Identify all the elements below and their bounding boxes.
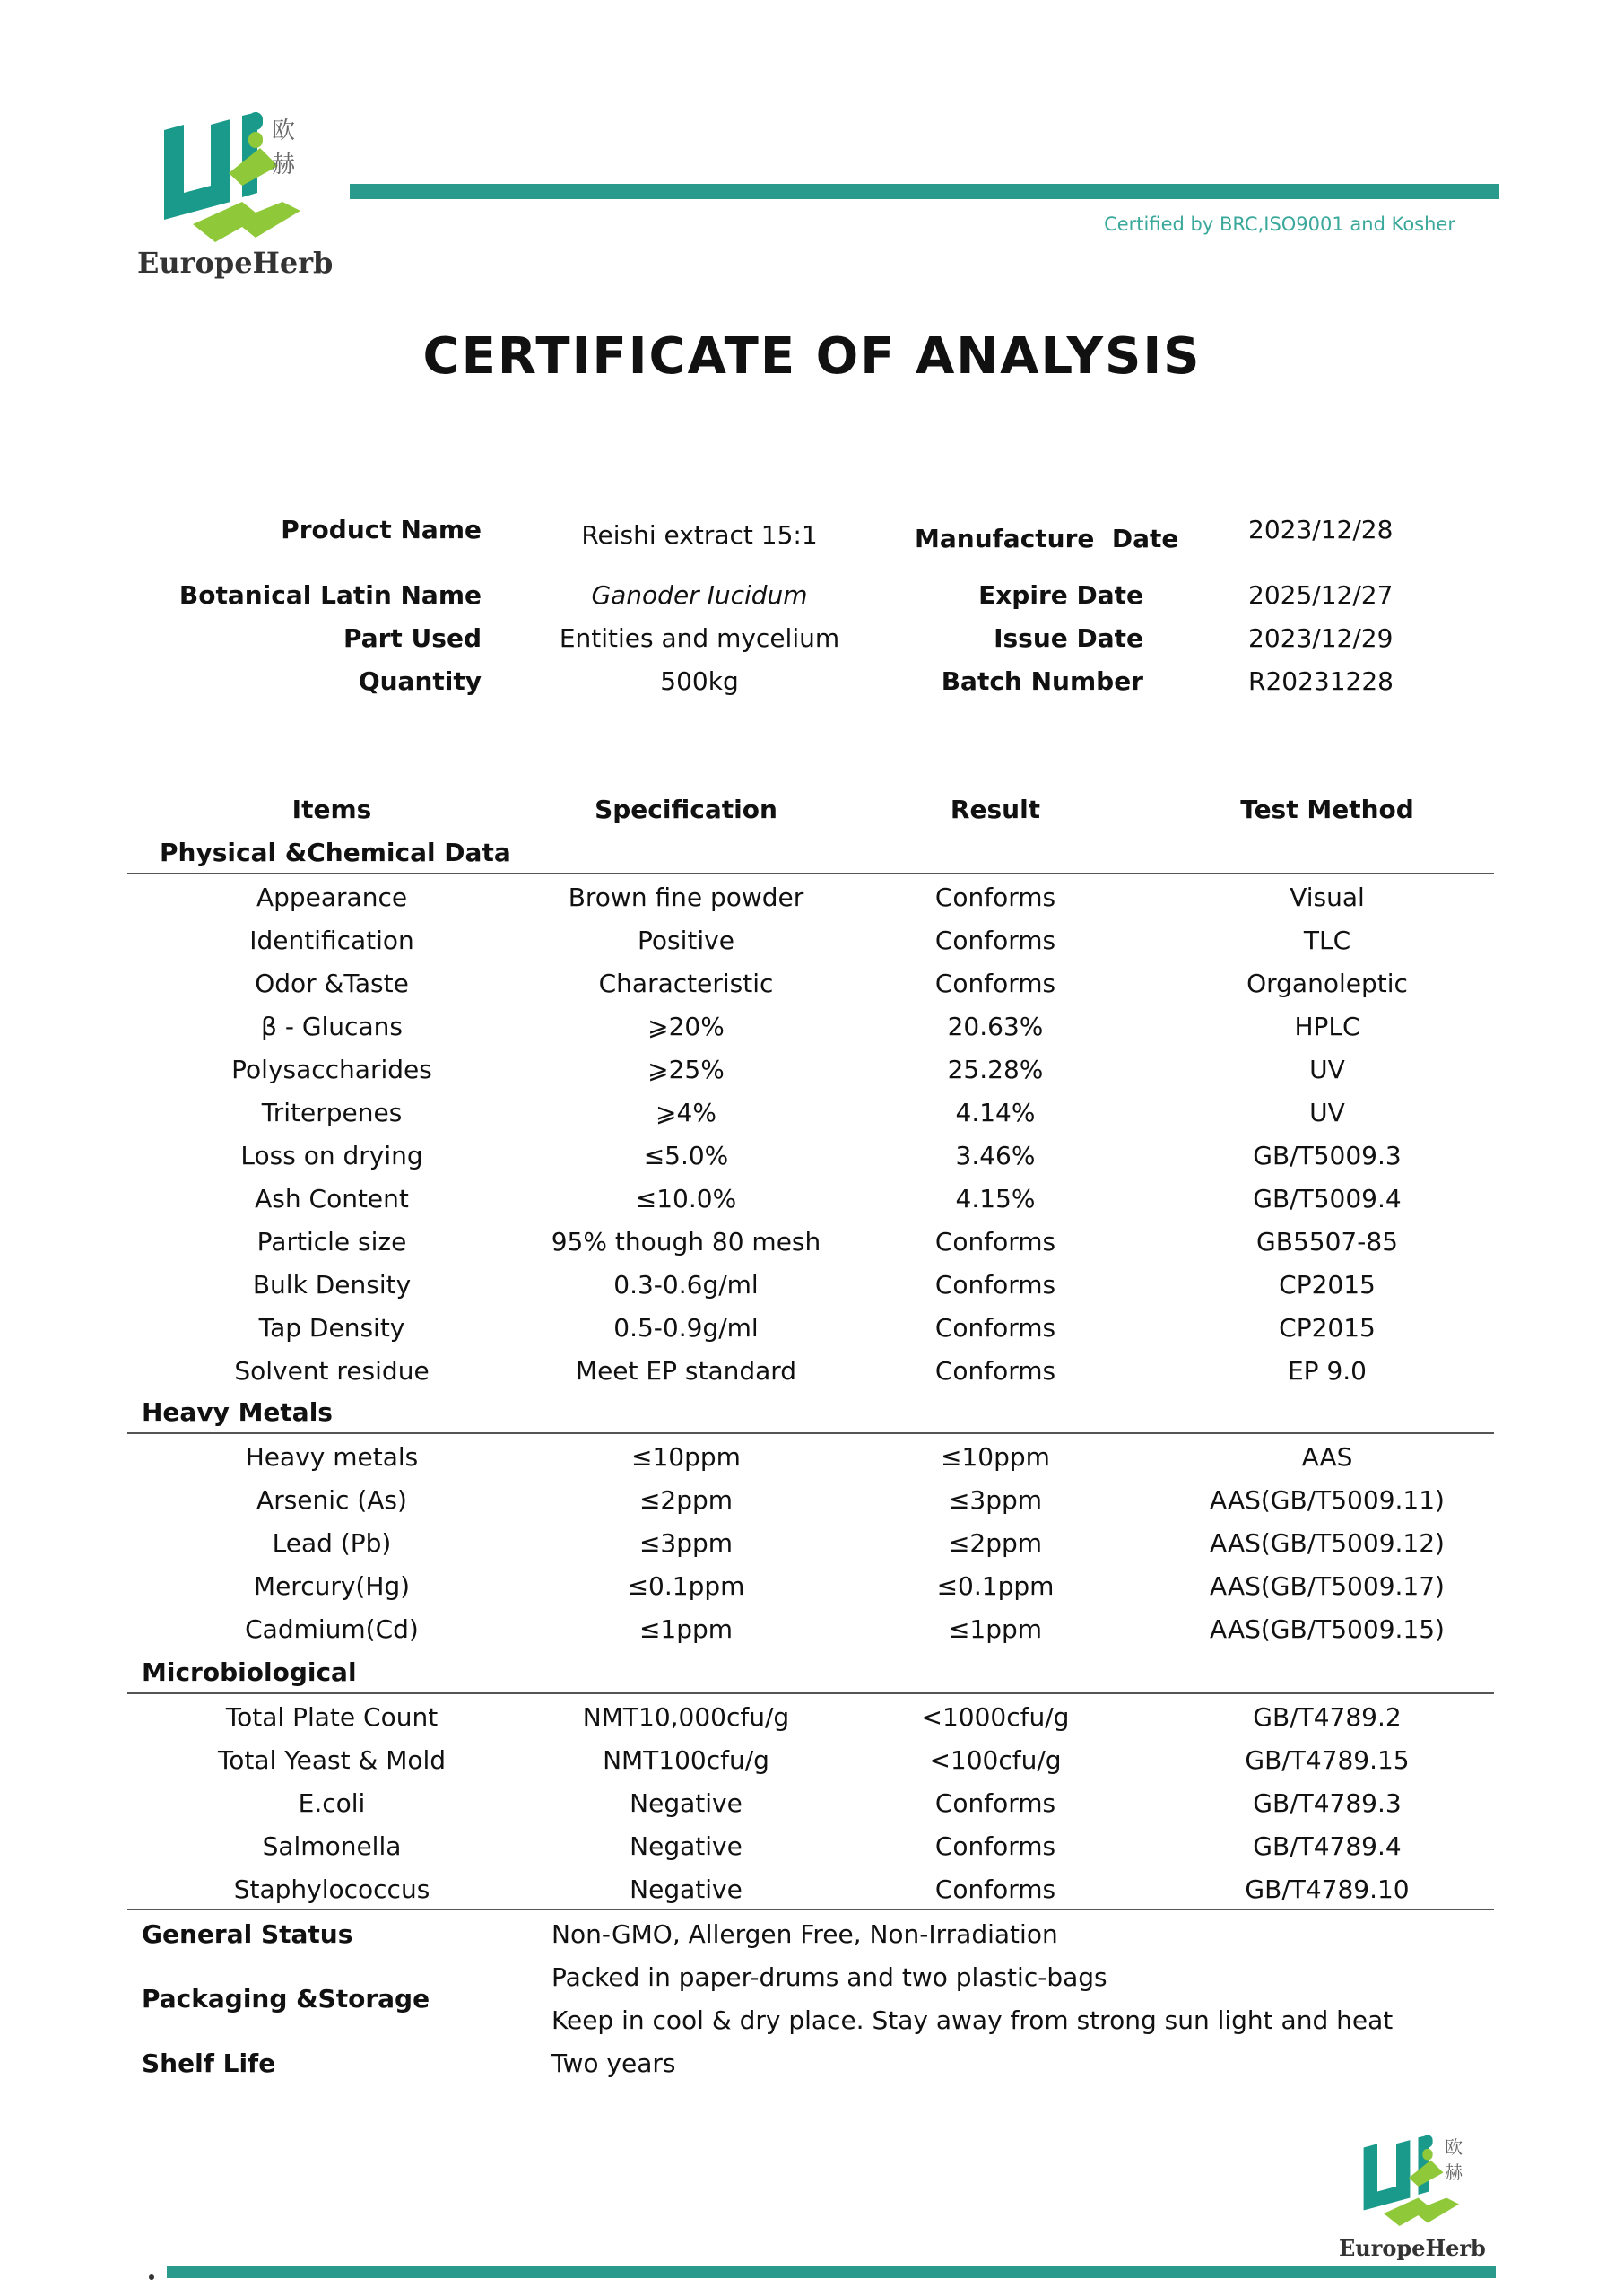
cell-item: Ash Content <box>255 1184 409 1213</box>
cell-test-method: AAS(GB/T5009.17) <box>1210 1571 1445 1601</box>
table-row <box>0 1831 1624 1874</box>
cell-test-method: GB/T4789.15 <box>1245 1745 1410 1775</box>
packaging-value-1: Packed in paper-drums and two plastic-bags <box>551 1962 1107 1992</box>
cell-item: Bulk Density <box>252 1270 412 1300</box>
cell-test-method: GB5507-85 <box>1256 1227 1398 1257</box>
footer-brand-cn-1: 欧 <box>1445 2136 1463 2158</box>
cell-test-method: GB/T4789.3 <box>1253 1788 1402 1818</box>
table-row <box>0 1442 1624 1485</box>
cell-specification: Brown fine powder <box>568 883 804 912</box>
cell-result: Conforms <box>934 883 1056 912</box>
cell-specification: ⩾25% <box>647 1055 725 1084</box>
cell-item: Particle size <box>256 1227 407 1257</box>
cell-result: Conforms <box>934 969 1056 998</box>
table-row <box>0 1528 1624 1571</box>
table-row <box>0 1571 1624 1614</box>
cell-result: <1000cfu/g <box>921 1702 1070 1732</box>
europeherb-logo-icon <box>157 112 336 247</box>
footer-logo <box>1359 2133 1484 2231</box>
cell-test-method: Visual <box>1290 883 1365 912</box>
cell-test-method: GB/T5009.3 <box>1253 1141 1402 1170</box>
cell-result: Conforms <box>934 1270 1056 1300</box>
divider <box>127 873 1494 874</box>
header-items: Items <box>291 795 372 824</box>
cell-specification: Negative <box>630 1874 743 1904</box>
cell-specification: ≤3ppm <box>638 1528 734 1558</box>
packaging-value-2: Keep in cool & dry place. Stay away from strong sun light and heat <box>551 2005 1394 2035</box>
latin-name-value: Ganoder Iucidum <box>591 580 808 610</box>
table-row <box>0 969 1624 1012</box>
cell-specification: 0.5-0.9g/ml <box>613 1313 759 1343</box>
table-row <box>0 1313 1624 1356</box>
cell-specification: NMT100cfu/g <box>603 1745 769 1775</box>
table-row <box>0 883 1624 926</box>
cell-specification: Meet EP standard <box>575 1356 797 1386</box>
brand-cn-1: 欧 <box>272 117 296 144</box>
cell-test-method: UV <box>1309 1098 1345 1127</box>
divider <box>127 1909 1494 1910</box>
cell-test-method: AAS(GB/T5009.15) <box>1210 1614 1445 1644</box>
manufacture-date-label: Manufacture Date <box>915 524 1179 553</box>
section-title-heavy-metals: Heavy Metals <box>142 1397 333 1427</box>
certification-note: Certified by BRC,ISO9001 and Kosher <box>1104 213 1455 235</box>
header-specification: Specification <box>595 795 777 824</box>
table-row <box>0 1745 1624 1788</box>
batch-number-value: R20231228 <box>1248 666 1394 696</box>
cell-specification: ≤10.0% <box>635 1184 737 1213</box>
manufacture-date-value: 2023/12/28 <box>1248 515 1394 544</box>
cell-result: ≤0.1ppm <box>936 1571 1055 1601</box>
europeherb-logo-icon <box>1359 2133 1484 2231</box>
footer-brand-cn-2: 赫 <box>1445 2161 1463 2183</box>
cell-test-method: TLC <box>1303 926 1351 955</box>
cell-result: ≤3ppm <box>948 1485 1043 1515</box>
cell-item: Appearance <box>256 883 408 912</box>
divider <box>127 1432 1494 1434</box>
header-accent-bar <box>350 184 1499 199</box>
cell-test-method: GB/T4789.4 <box>1253 1831 1402 1861</box>
cell-test-method: EP 9.0 <box>1287 1356 1367 1386</box>
table-row <box>0 1012 1624 1055</box>
latin-name-label: Botanical Latin Name <box>178 580 482 610</box>
cell-test-method: CP2015 <box>1279 1270 1376 1300</box>
general-status-label: General Status <box>142 1919 353 1949</box>
cell-item: E.coli <box>298 1788 366 1818</box>
cell-item: Total Yeast & Mold <box>217 1745 447 1775</box>
shelf-life-label: Shelf Life <box>142 2048 276 2078</box>
part-used-value: Entities and mycelium <box>559 623 840 653</box>
quantity-label: Quantity <box>358 666 482 696</box>
table-row <box>0 1614 1624 1657</box>
cell-specification: ≤5.0% <box>643 1141 729 1170</box>
cell-result: Conforms <box>934 1313 1056 1343</box>
general-status-value: Non-GMO, Allergen Free, Non-Irradiation <box>551 1919 1058 1949</box>
cell-item: β - Glucans <box>261 1012 403 1041</box>
cell-result: 4.15% <box>955 1184 1036 1213</box>
cell-result: 20.63% <box>947 1012 1044 1041</box>
cell-specification: ≤1ppm <box>638 1614 734 1644</box>
cell-test-method: GB/T4789.2 <box>1253 1702 1402 1732</box>
cell-result: Conforms <box>934 1874 1056 1904</box>
cell-specification: Negative <box>630 1831 743 1861</box>
part-used-label: Part Used <box>343 623 482 653</box>
section-title-physical-chemical: Physical &Chemical Data <box>160 838 511 867</box>
cell-specification: NMT10,000cfu/g <box>582 1702 790 1732</box>
cell-item: Loss on drying <box>240 1141 423 1170</box>
cell-test-method: UV <box>1309 1055 1345 1084</box>
cell-item: Polysaccharides <box>231 1055 432 1084</box>
cell-test-method: GB/T5009.4 <box>1253 1184 1402 1213</box>
cell-result: 3.46% <box>955 1141 1036 1170</box>
cell-test-method: AAS(GB/T5009.11) <box>1210 1485 1445 1515</box>
table-row <box>0 1702 1624 1745</box>
cell-test-method: AAS <box>1301 1442 1353 1472</box>
brand-cn-2: 赫 <box>272 152 296 178</box>
table-row <box>0 1184 1624 1227</box>
table-row <box>0 1270 1624 1313</box>
cell-specification: Positive <box>638 926 734 955</box>
table-row <box>0 1788 1624 1831</box>
cell-specification: ≤0.1ppm <box>627 1571 745 1601</box>
cell-specification: ≤10ppm <box>631 1442 741 1472</box>
batch-number-label: Batch Number <box>941 666 1143 696</box>
section-title-microbiological: Microbiological <box>142 1657 357 1687</box>
table-row <box>0 1055 1624 1098</box>
product-name-value: Reishi extract 15:1 <box>581 520 818 550</box>
cell-result: Conforms <box>934 1831 1056 1861</box>
cell-specification: ⩾20% <box>647 1012 725 1041</box>
cell-result: ≤1ppm <box>948 1614 1043 1644</box>
cell-result: Conforms <box>934 1788 1056 1818</box>
cell-result: Conforms <box>934 1227 1056 1257</box>
cell-result: ≤10ppm <box>941 1442 1050 1472</box>
cell-item: Triterpenes <box>261 1098 403 1127</box>
header-logo <box>157 112 336 247</box>
cell-item: Staphylococcus <box>233 1874 430 1904</box>
cell-item: Identification <box>249 926 414 955</box>
table-row <box>0 1227 1624 1270</box>
footer-bullet <box>149 2274 154 2280</box>
cell-specification: Characteristic <box>598 969 774 998</box>
cell-result: Conforms <box>934 1356 1056 1386</box>
footer-brand-name: EuropeHerb <box>1339 2235 1486 2261</box>
issue-date-value: 2023/12/29 <box>1248 623 1394 653</box>
cell-result: 25.28% <box>947 1055 1044 1084</box>
cell-item: Heavy metals <box>245 1442 419 1472</box>
cell-specification: 95% though 80 mesh <box>551 1227 821 1257</box>
table-row <box>0 1485 1624 1528</box>
cell-test-method: HPLC <box>1294 1012 1360 1041</box>
packaging-storage-label: Packaging &Storage <box>142 1984 430 2013</box>
product-name-label: Product Name <box>281 515 482 544</box>
brand-name: EuropeHerb <box>137 246 334 280</box>
cell-test-method: CP2015 <box>1279 1313 1376 1343</box>
expire-date-label: Expire Date <box>978 580 1143 610</box>
table-row <box>0 1874 1624 1918</box>
header-test-method: Test Method <box>1240 795 1414 824</box>
expire-date-value: 2025/12/27 <box>1248 580 1394 610</box>
table-row <box>0 1356 1624 1399</box>
cell-specification: 0.3-0.6g/ml <box>613 1270 759 1300</box>
footer-accent-bar <box>167 2266 1496 2278</box>
cell-specification: ⩾4% <box>656 1098 716 1127</box>
cell-specification: Negative <box>630 1788 743 1818</box>
cell-result: 4.14% <box>955 1098 1036 1127</box>
cell-item: Tap Density <box>258 1313 405 1343</box>
table-header <box>0 795 1624 838</box>
cell-item: Lead (Pb) <box>272 1528 392 1558</box>
cell-test-method: Organoleptic <box>1246 969 1408 998</box>
table-row <box>0 926 1624 969</box>
cell-item: Mercury(Hg) <box>253 1571 411 1601</box>
cell-result: Conforms <box>934 926 1056 955</box>
cell-item: Odor &Taste <box>255 969 409 998</box>
page-title: CERTIFICATE OF ANALYSIS <box>422 327 1202 386</box>
cell-item: Solvent residue <box>234 1356 430 1386</box>
cell-test-method: GB/T4789.10 <box>1245 1874 1410 1904</box>
cell-item: Arsenic (As) <box>256 1485 407 1515</box>
table-row <box>0 1098 1624 1141</box>
shelf-life-value: Two years <box>551 2048 676 2078</box>
cell-result: ≤2ppm <box>948 1528 1043 1558</box>
cell-test-method: AAS(GB/T5009.12) <box>1210 1528 1445 1558</box>
divider <box>127 1692 1494 1694</box>
cell-result: <100cfu/g <box>929 1745 1062 1775</box>
header-result: Result <box>950 795 1041 824</box>
cell-item: Total Plate Count <box>225 1702 439 1732</box>
table-row <box>0 1141 1624 1184</box>
cell-specification: ≤2ppm <box>638 1485 734 1515</box>
cell-item: Cadmium(Cd) <box>245 1614 419 1644</box>
quantity-value: 500kg <box>660 666 739 696</box>
cell-item: Salmonella <box>262 1831 402 1861</box>
issue-date-label: Issue Date <box>994 623 1143 653</box>
